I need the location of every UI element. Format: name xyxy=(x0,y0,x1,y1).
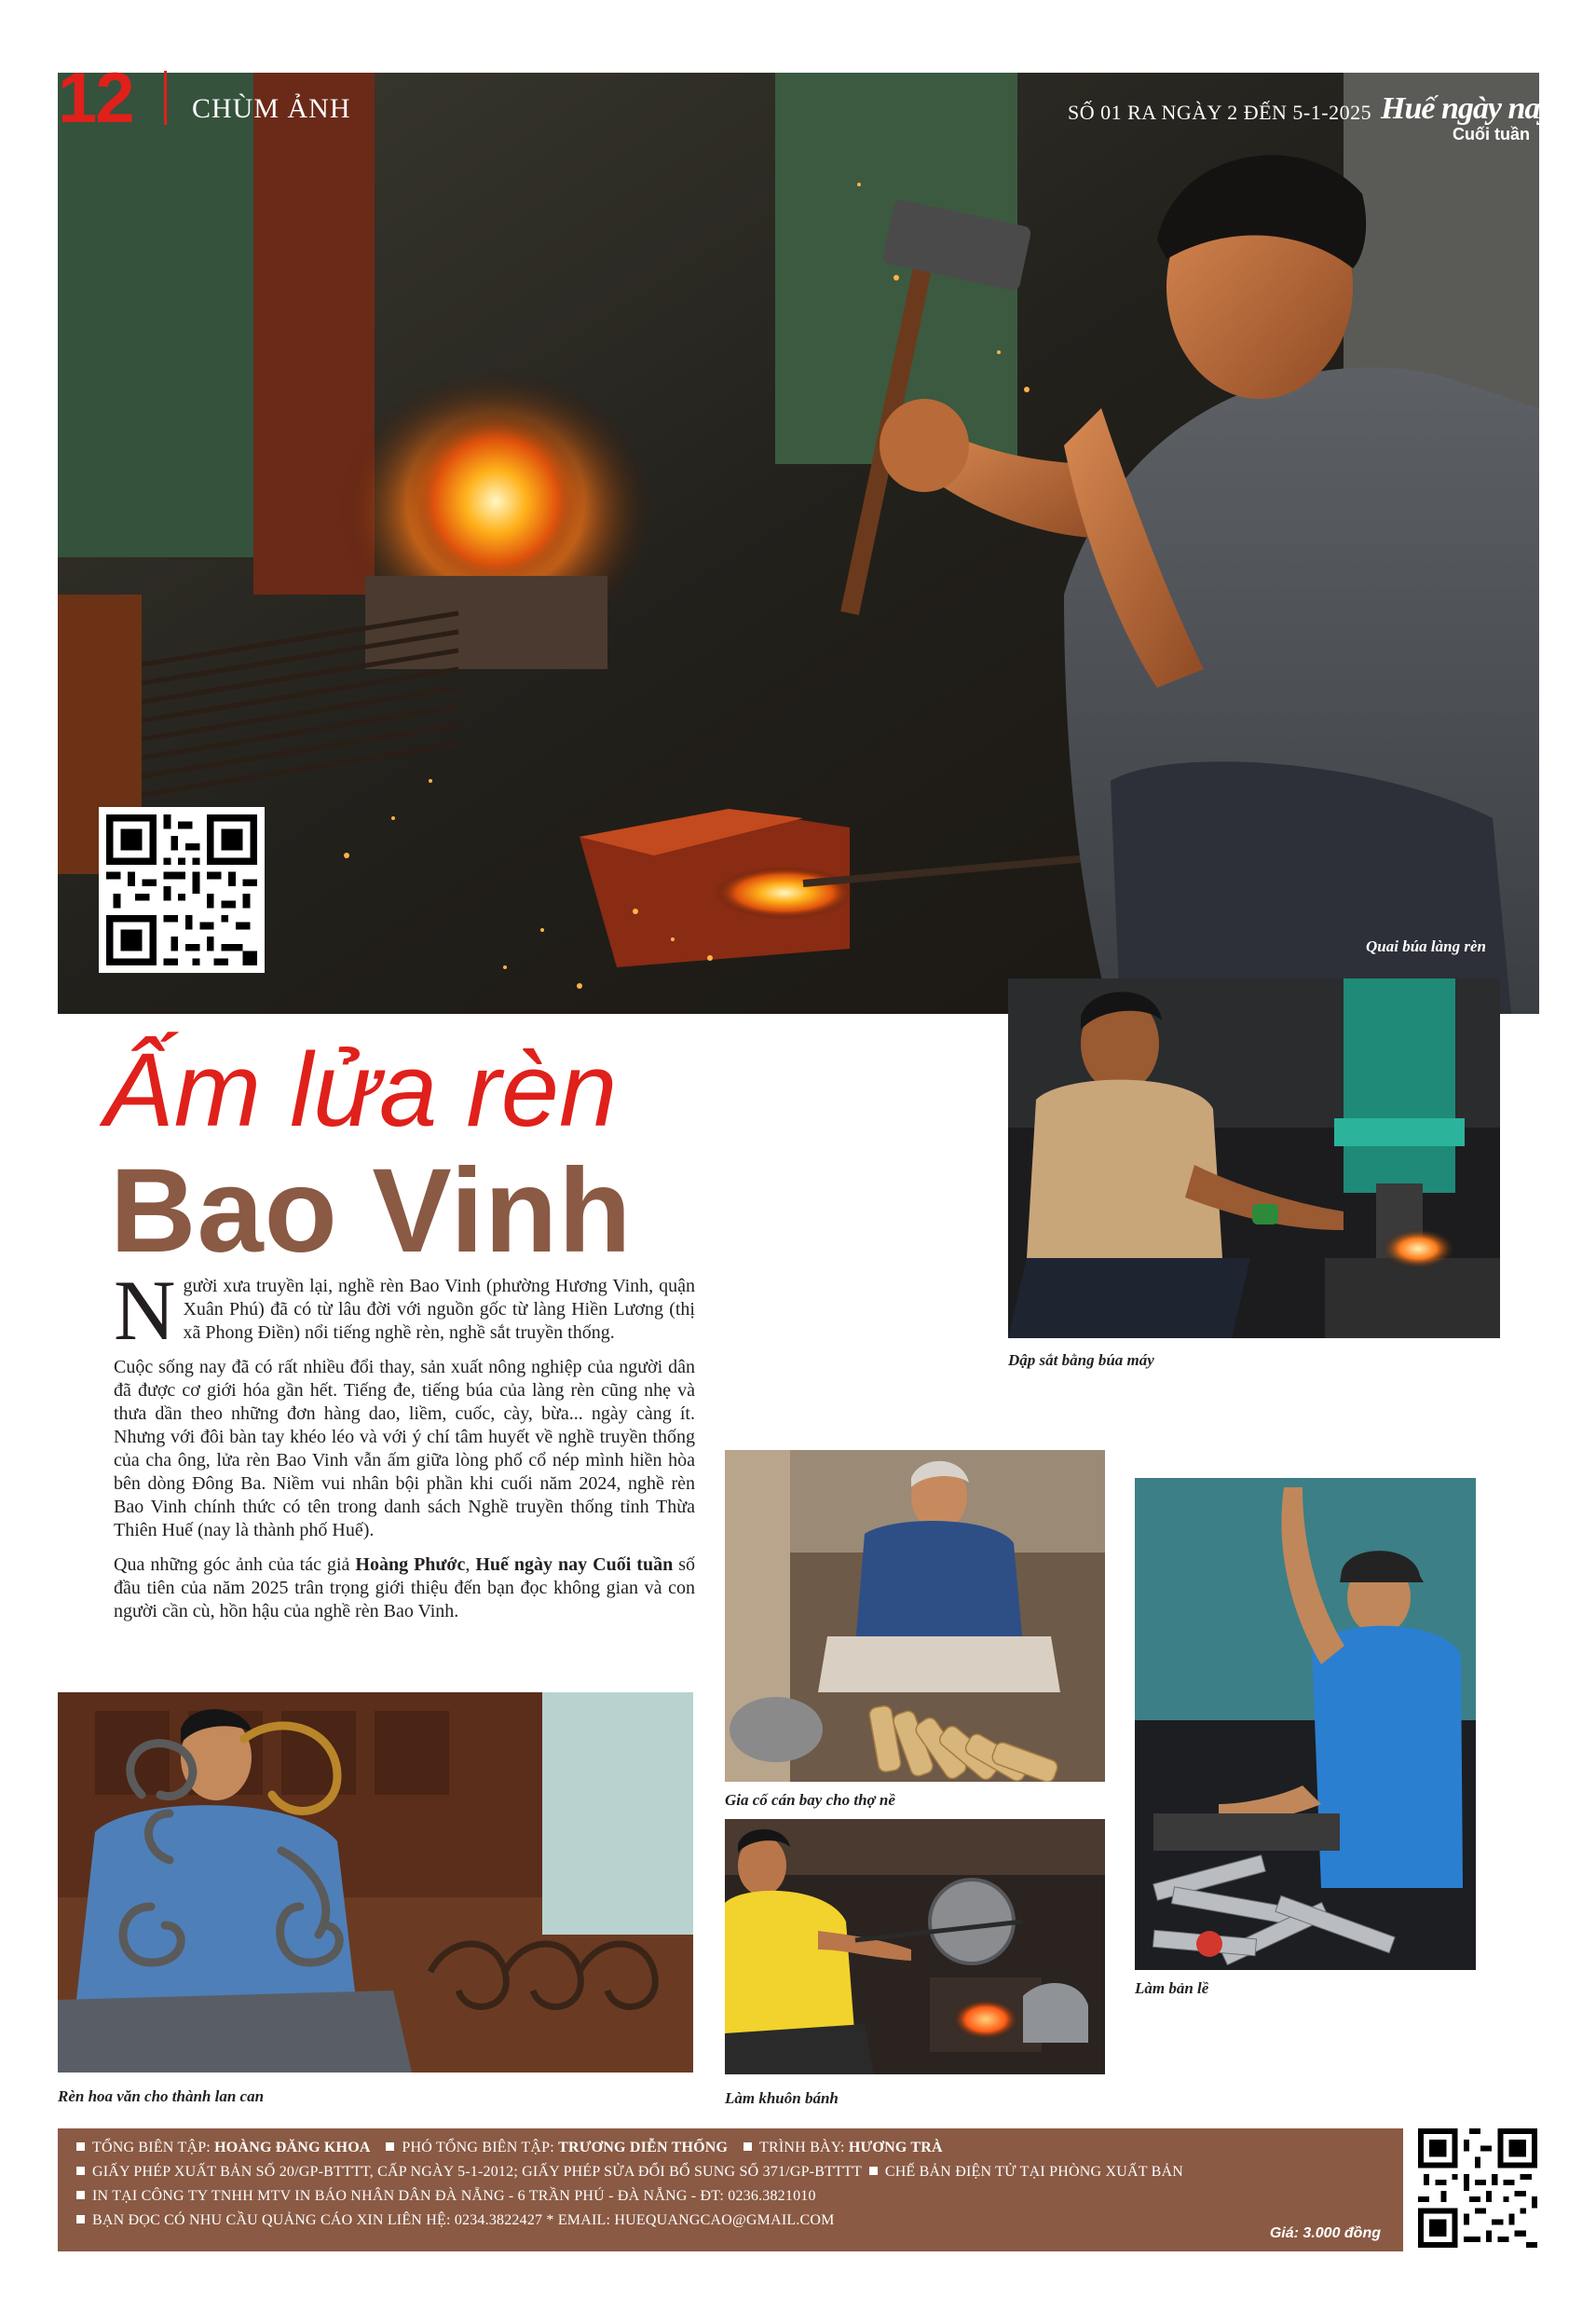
author-name: Hoàng Phước xyxy=(355,1554,466,1575)
footer-line-license xyxy=(76,2164,1183,2181)
masthead-logo xyxy=(1381,91,1553,144)
header-divider xyxy=(164,71,167,125)
qr-code-icon[interactable] xyxy=(99,807,265,973)
article-title-line-2: Bao Vinh xyxy=(110,1144,633,1278)
printer-text: IN TẠI CÔNG TY TNHH MTV IN BÁO NHÂN DÂN ĐÀ NẴNG - 6 TRẦN PHÚ - ĐÀ NẴNG - ĐT: 0236.3821010 xyxy=(92,2188,816,2204)
price-label: Giá: 3.000 đồng xyxy=(1269,2225,1381,2241)
photo-ornamental-railing xyxy=(58,1692,693,2073)
caption-making-hinges: Làm bản lề xyxy=(1135,1979,1209,1997)
article-paragraph-1 xyxy=(114,1263,695,1358)
masthead-subtitle: Cuối tuần xyxy=(1453,125,1530,144)
footer-line-printer xyxy=(76,2188,816,2205)
page-number: 12 xyxy=(58,59,133,138)
paragraph-1-text: gười xưa truyền lại, nghề rèn Bao Vinh (phường Hương Vinh, quận Xuân Phú) đã có từ lâu đời với nguồn gốc từ làng Hiền Lương (thị xã Phong Điền) nổi tiếng nghề rèn, nghề sắt truyền thống. xyxy=(183,1276,695,1343)
hero-photo-caption: Quai búa làng rèn xyxy=(1366,937,1486,955)
publication-name: Huế ngày nay Cuối tuần xyxy=(475,1554,674,1575)
section-label: CHÙM ẢNH xyxy=(192,93,351,124)
caption-power-hammer: Dập sắt bằng búa máy xyxy=(1008,1351,1154,1369)
editor-in-chief-name: HOÀNG ĐĂNG KHOA xyxy=(214,2140,371,2155)
deputy-editor-name: TRƯƠNG DIỄN THỐNG xyxy=(558,2140,729,2155)
layout-name: HƯƠNG TRÀ xyxy=(848,2140,943,2155)
caption-trowel-handles: Gia cố cán bay cho thợ nề xyxy=(725,1791,895,1809)
photo-making-hinges xyxy=(1135,1478,1476,1970)
advertising-contact: BẠN ĐỌC CÓ NHU CẦU QUẢNG CÁO XIN LIÊN HỆ: 0234.3822427 * EMAIL: HUEQUANGCAO@GMAIL.COM xyxy=(92,2212,835,2228)
article-paragraph-2: Cuộc sống nay đã có rất nhiều đổi thay, sản xuất nông nghiệp của người dân đã được cơ giới hóa gần hết. Tiếng đe, tiếng búa của làng rèn cũng nhẹ và thưa dần theo những đơn hàng dao, liềm, cuốc, cày, bừa... ngày càng ít. Nhưng với đôi bàn tay khéo léo và với ý chí tâm huyết về nghề truyền thống của cha ông, lửa rèn Bao Vinh vẫn ấm giữa lòng phố cổ nép mình hiền hòa bên dòng Đông Ba. Niềm vui nhân bội phần khi cuối năm 2024, nghề rèn Bao Vinh chính thức có tên trong danh sách Nghề truyền thống tỉnh Thừa Thiên Huế (nay là thành phố Huế). xyxy=(114,1357,695,1540)
photo-trowel-handles xyxy=(725,1450,1105,1782)
photo-cake-mold xyxy=(725,1819,1105,2074)
qr-code-footer-icon[interactable] xyxy=(1418,2128,1537,2248)
paragraph-3-text-b: , xyxy=(465,1554,476,1575)
footer-credits xyxy=(58,2128,1403,2251)
license-text: GIẤY PHÉP XUẤT BẢN SỐ 20/GP-BTTTT, CẤP NGÀY 5-1-2012; GIẤY PHÉP SỬA ĐỔI BỔ SUNG SỐ 371/GP-BTTTT xyxy=(92,2164,862,2180)
caption-ornamental-railing: Rèn hoa văn cho thành lan can xyxy=(58,2087,265,2105)
issue-info: SỐ 01 RA NGÀY 2 ĐẾN 5-1-2025 xyxy=(1068,101,1372,124)
prepress-text: CHẾ BẢN ĐIỆN TỬ TẠI PHÒNG XUẤT BẢN xyxy=(884,2164,1183,2180)
masthead-name: Huế ngày nay xyxy=(1381,91,1553,126)
layout-label: TRÌNH BÀY: xyxy=(759,2140,849,2155)
footer-line-editors xyxy=(76,2140,943,2156)
paragraph-3-text-c: số đầu tiên của năm 2025 trân trọng giới thiệu đến bạn đọc không gian và con người cần cù, hồn hậu của nghề rèn Bao Vinh. xyxy=(114,1554,695,1621)
editor-in-chief-label: TỔNG BIÊN TẬP: xyxy=(92,2140,215,2155)
footer-line-advertising xyxy=(76,2212,835,2229)
hero-photo-blacksmith-hammering xyxy=(58,73,1553,1014)
deputy-editor-label: PHÓ TỔNG BIÊN TẬP: xyxy=(402,2140,559,2155)
drop-cap: N xyxy=(114,1263,176,1358)
paragraph-3-text-a: Qua những góc ảnh của tác giả xyxy=(114,1554,356,1575)
article-paragraph-3 xyxy=(114,1553,695,1623)
caption-cake-mold: Làm khuôn bánh xyxy=(725,2089,839,2107)
article-title-line-1: Ấm lửa rèn xyxy=(104,1032,618,1148)
article-body xyxy=(114,1263,695,1635)
photo-power-hammer xyxy=(1008,978,1500,1338)
